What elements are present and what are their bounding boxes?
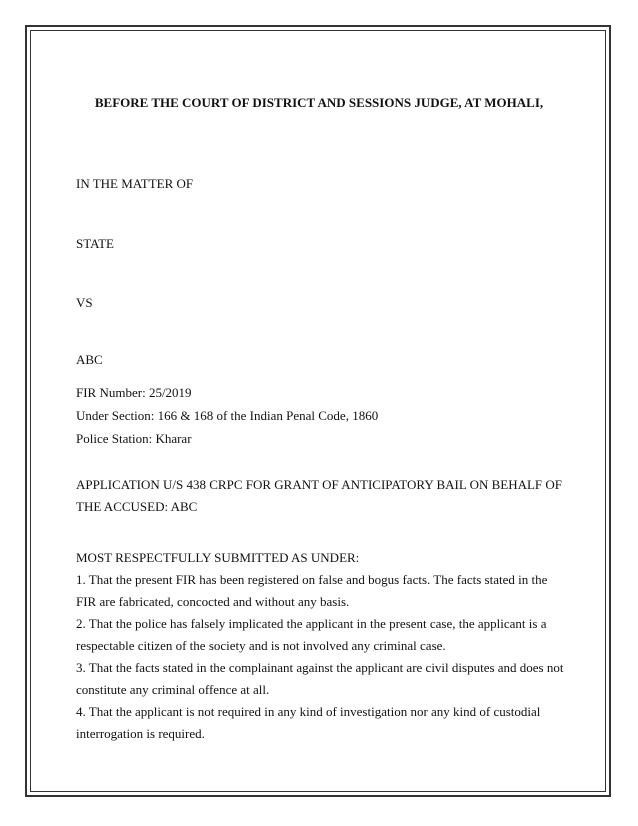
police-station: Police Station: Kharar [76, 431, 192, 446]
submission-heading: MOST RESPECTFULLY SUBMITTED AS UNDER: [76, 550, 360, 565]
fir-number: FIR Number: 25/2019 [76, 385, 192, 400]
point-2: 2. That the police has falsely implicated the applicant in the present case, the applicant is a respectable citizen of the society and is not involved any criminal case. [76, 616, 547, 653]
court-heading: BEFORE THE COURT OF DISTRICT AND SESSIONS JUDGE, AT MOHALI, [94, 95, 544, 110]
party-accused: ABC [76, 352, 103, 367]
point-4: 4. That the applicant is not required in any kind of investigation nor any kind of custodial interrogation is required. [76, 704, 541, 741]
point-1: 1. That the present FIR has been registered on false and bogus facts. The facts stated in the FIR are fabricated, concocted and without any basis. [76, 572, 548, 609]
versus-label: VS [76, 295, 93, 310]
party-state: STATE [76, 236, 114, 251]
application-title: APPLICATION U/S 438 CRPC FOR GRANT OF ANTICIPATORY BAIL ON BEHALF OF THE ACCUSED: ABC [76, 477, 563, 514]
point-3: 3. That the facts stated in the complainant against the applicant are civil disputes and does not constitute any criminal offence at all. [76, 660, 564, 697]
under-section: Under Section: 166 & 168 of the Indian Penal Code, 1860 [76, 408, 379, 423]
matter-label: IN THE MATTER OF [76, 176, 194, 191]
